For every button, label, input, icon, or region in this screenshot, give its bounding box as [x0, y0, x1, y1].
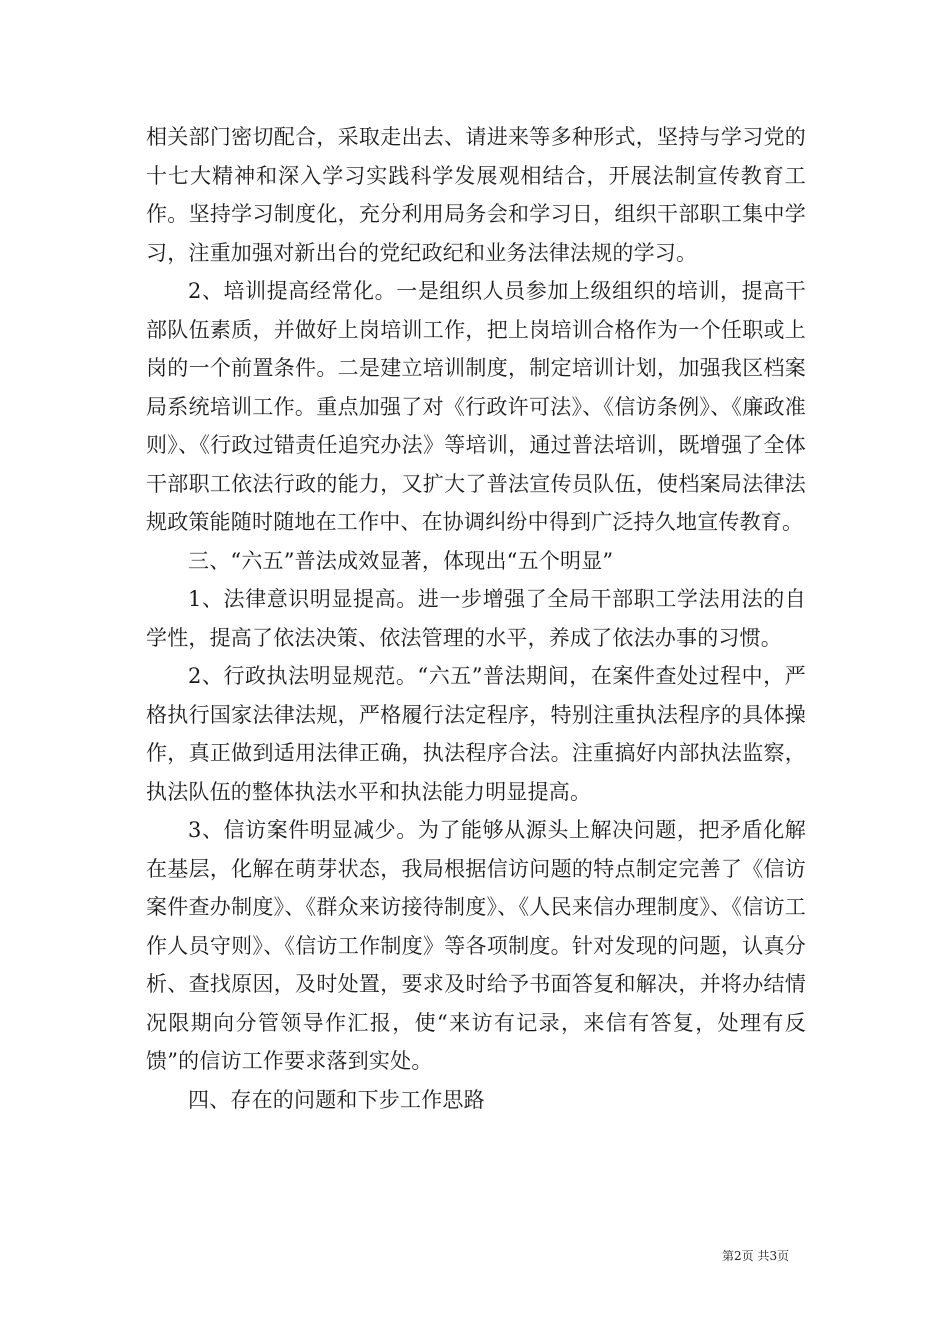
- page-mid: 页 共: [741, 1249, 770, 1263]
- page-number-footer: [722, 1247, 789, 1264]
- paragraph-law-enforcement: 2、行政执法明显规范。“六五”普法期间，在案件查处过程中，严格执行国家法律法规，严格履行法定程序，特别注重执法程序的具体操作，真正做到适用法律正确，执法程序合法。注重搞好内部执法监察，执法队伍的整体执法水平和执法能力明显提高。: [146, 664, 806, 804]
- document-body: [146, 118, 806, 1119]
- total-pages-number: 3: [769, 1249, 778, 1263]
- paragraph-petition-cases: 3、信访案件明显减少。为了能够从源头上解决问题，把矛盾化解在基层，化解在萌芽状态，我局根据信访问题的特点制定完善了《信访案件查办制度》、《群众来访接待制度》、《人民来信办理制度》、《信访工作人员守则》、《信访工作制度》等各项制度。针对发现的问题，认真分析、查找原因，及时处置，要求及时给予书面答复和解决，并将办结情况限期向分管领导作汇报，使“来访有记录，来信有答复，处理有反馈”的信访工作要求落到实处。: [146, 818, 806, 1073]
- paragraph-training: 2、培训提高经常化。一是组织人员参加上级组织的培训，提高干部队伍素质，并做好上岗培训工作，把上岗培训合格作为一个任职或上岗的一个前置条件。二是建立培训制度，制定培训计划，加强我区档案局系统培训工作。重点加强了对《行政许可法》、《信访条例》、《廉政准则》、《行政过错责任追究办法》等培训，通过普法培训，既增强了全体干部职工依法行政的能力，又扩大了普法宣传员队伍，使档案局法律法规政策能随时随地在工作中、在协调纠纷中得到广泛持久地宣传教育。: [146, 279, 806, 534]
- current-page-number: 2: [734, 1249, 742, 1263]
- section-heading-problems: 四、存在的问题和下步工作思路: [188, 1087, 485, 1112]
- paragraph-legal-awareness: 1、法律意识明显提高。进一步增强了全局干部职工学法用法的自学性，提高了依法决策、依法管理的水平，养成了依法办事的习惯。: [146, 587, 806, 650]
- page-suffix: 页: [777, 1249, 790, 1263]
- paragraph-continued-study: 相关部门密切配合，采取走出去、请进来等多种形式，坚持与学习党的十七大精神和深入学习实践科学发展观相结合，开展法制宣传教育工作。坚持学习制度化，充分利用局务会和学习日，组织干部职工集中学习，注重加强对新出台的党纪政纪和业务法律法规的学习。: [146, 125, 806, 265]
- page-prefix: 第: [722, 1249, 735, 1263]
- section-heading-results: 三、“六五”普法成效显著，体现出“五个明显”: [188, 548, 614, 573]
